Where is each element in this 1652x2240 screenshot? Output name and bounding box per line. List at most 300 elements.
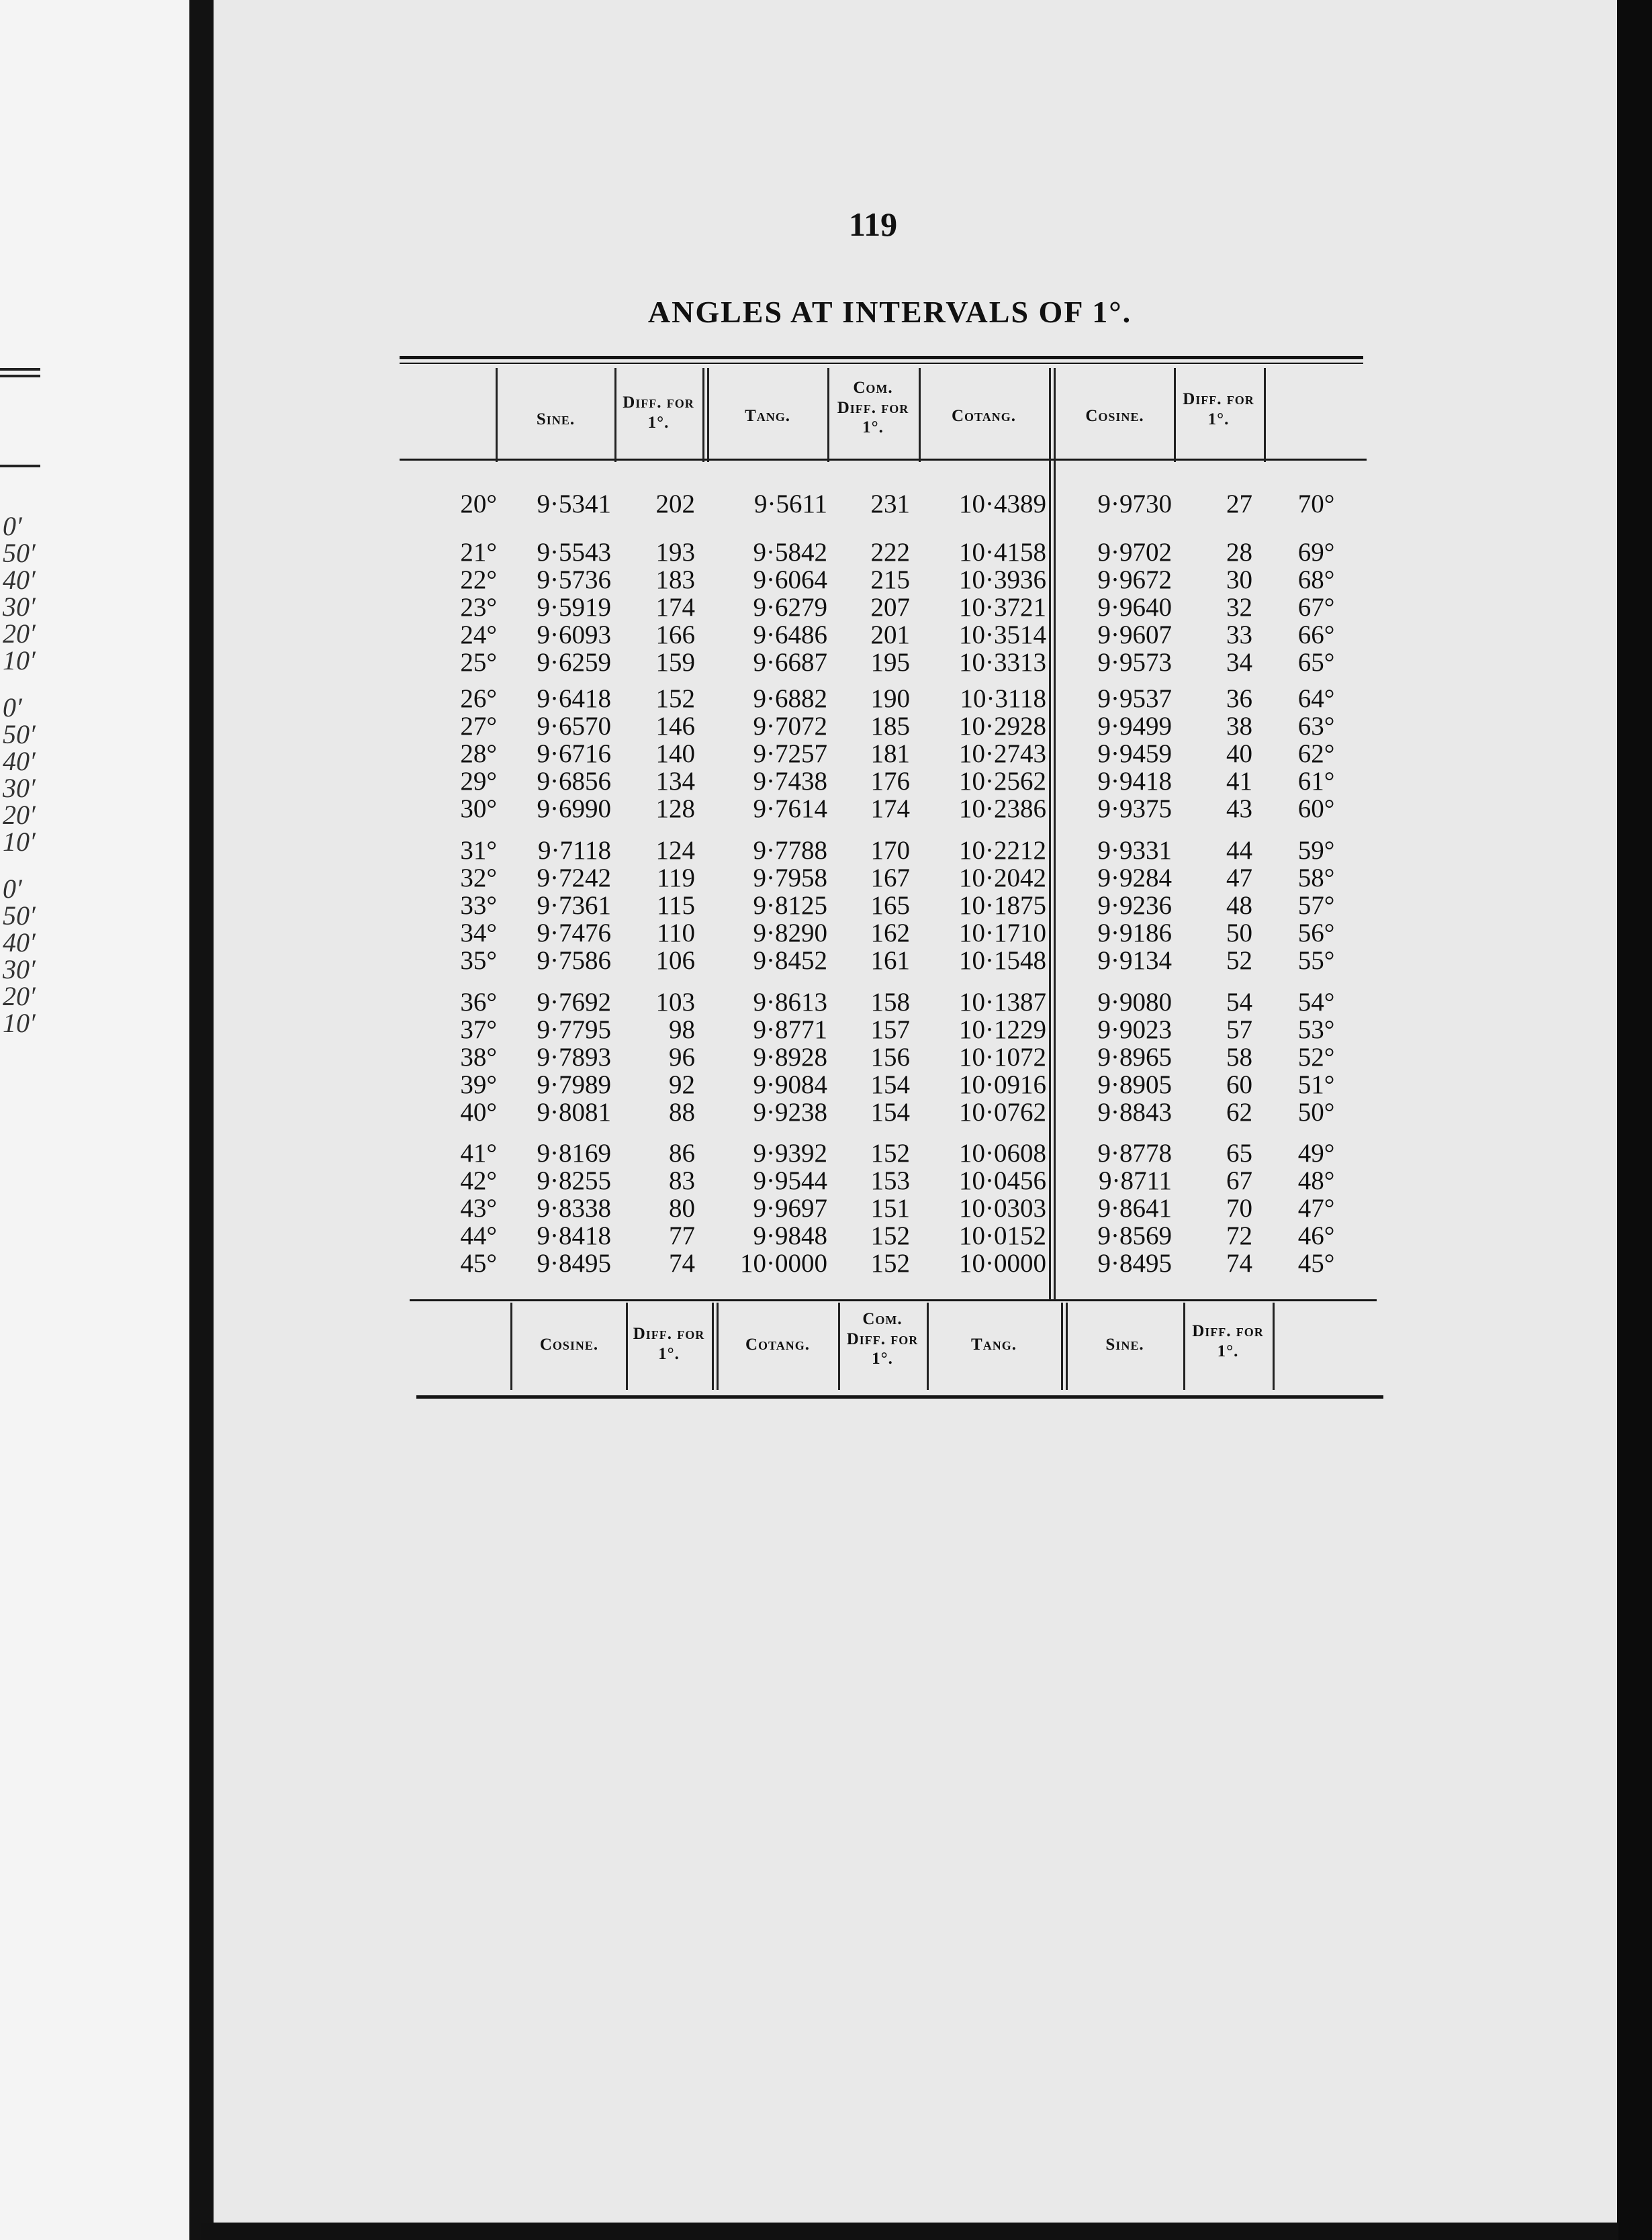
cell-cosine: 9·9672	[1097, 565, 1172, 594]
cell-diff-cosine: 74	[1226, 1249, 1252, 1278]
cell-sine: 9·5919	[537, 593, 611, 622]
cell-com-diff: 201	[870, 620, 910, 649]
cell-diff-sine: 174	[655, 593, 695, 622]
cell-angle-left: 30°	[460, 794, 497, 823]
cell-sine: 9·7989	[537, 1070, 611, 1099]
cell-cotang: 10·4158	[959, 538, 1046, 567]
cell-diff-sine: 119	[656, 864, 695, 892]
cell-diff-cosine: 36	[1226, 684, 1252, 713]
cell-cosine: 9·8843	[1097, 1098, 1172, 1127]
cell-sine: 9·5341	[537, 489, 611, 518]
table-title: ANGLES AT INTERVALS OF 1°.	[647, 295, 1132, 329]
cell-cotang: 10·3313	[959, 648, 1046, 677]
cell-com-diff: 152	[870, 1249, 910, 1278]
cell-angle-right: 45°	[1297, 1249, 1335, 1278]
cell-diff-sine: 159	[655, 648, 695, 677]
column-rule	[510, 1303, 512, 1390]
cell-diff-cosine: 44	[1226, 836, 1252, 865]
cell-tang: 9·7614	[753, 794, 827, 823]
cell-com-diff: 185	[870, 712, 910, 741]
cell-angle-left: 32°	[460, 864, 497, 892]
cell-com-diff: 157	[870, 1015, 910, 1044]
cell-sine: 9·7586	[537, 946, 611, 975]
cell-cosine: 9·8778	[1097, 1139, 1172, 1168]
header-diff-sine: Diff. for 1°.	[623, 393, 694, 432]
cell-angle-left: 33°	[460, 891, 497, 920]
table-divider	[1049, 461, 1051, 1300]
cell-com-diff: 181	[870, 739, 910, 768]
cell-sine: 9·7692	[537, 988, 611, 1017]
header-cotang: Cotang.	[952, 407, 1016, 425]
cell-com-diff: 158	[870, 988, 910, 1017]
cell-tang: 9·8452	[753, 946, 827, 975]
column-rule	[707, 368, 709, 462]
cell-com-diff: 152	[870, 1221, 910, 1250]
cell-angle-right: 61°	[1297, 767, 1335, 796]
cell-angle-left: 42°	[460, 1166, 497, 1195]
footer-cotang: Cotang.	[745, 1336, 810, 1354]
cell-tang: 9·8125	[753, 891, 827, 920]
cell-sine: 9·8338	[537, 1194, 611, 1223]
cell-sine: 9·8255	[537, 1166, 611, 1195]
cell-tang: 9·6687	[753, 648, 827, 677]
cell-sine: 9·8081	[537, 1098, 611, 1127]
cell-tang: 9·7438	[753, 767, 827, 796]
cell-angle-left: 43°	[460, 1194, 497, 1223]
cell-angle-left: 44°	[460, 1221, 497, 1250]
cell-diff-sine: 103	[655, 988, 695, 1017]
cell-angle-left: 26°	[460, 684, 497, 713]
table-divider	[1054, 461, 1056, 1300]
cell-diff-cosine: 30	[1226, 565, 1252, 594]
cell-angle-right: 56°	[1297, 919, 1335, 947]
cell-sine: 9·8418	[537, 1221, 611, 1250]
table-bottom-rule	[410, 1299, 1377, 1301]
cell-cosine: 9·8965	[1097, 1043, 1172, 1072]
cell-diff-cosine: 67	[1226, 1166, 1252, 1195]
cell-sine: 9·7795	[537, 1015, 611, 1044]
cell-cotang: 10·2743	[959, 739, 1046, 768]
cell-cotang: 10·2042	[959, 864, 1046, 892]
margin-mark: 10′	[3, 1008, 36, 1038]
cell-angle-left: 36°	[460, 988, 497, 1017]
cell-cotang: 10·3936	[959, 565, 1046, 594]
cell-diff-sine: 140	[655, 739, 695, 768]
cell-angle-left: 24°	[460, 620, 497, 649]
cell-angle-left: 45°	[460, 1249, 497, 1278]
margin-mark: 30′	[3, 954, 36, 984]
footer-diff-cosine: Diff. for 1°.	[633, 1325, 705, 1363]
cell-angle-right: 68°	[1297, 565, 1335, 594]
cell-cotang: 10·2212	[959, 836, 1046, 865]
cell-diff-cosine: 60	[1226, 1070, 1252, 1099]
cell-com-diff: 167	[870, 864, 910, 892]
cell-tang: 9·9238	[753, 1098, 827, 1127]
footer-tang: Tang.	[971, 1336, 1017, 1354]
column-rule	[717, 1303, 719, 1390]
cell-tang: 9·9392	[753, 1139, 827, 1168]
cell-angle-left: 22°	[460, 565, 497, 594]
cell-angle-right: 46°	[1297, 1221, 1335, 1250]
cell-com-diff: 154	[870, 1098, 910, 1127]
cell-cosine: 9·9375	[1097, 794, 1172, 823]
cell-diff-sine: 110	[656, 919, 695, 947]
cell-cotang: 10·1387	[959, 988, 1046, 1017]
cell-tang: 9·6279	[753, 593, 827, 622]
cell-cosine: 9·8569	[1097, 1221, 1172, 1250]
cell-tang: 9·7788	[753, 836, 827, 865]
cell-angle-right: 54°	[1297, 988, 1335, 1017]
cell-diff-sine: 128	[655, 794, 695, 823]
cell-diff-cosine: 50	[1226, 919, 1252, 947]
margin-mark: 20′	[3, 981, 36, 1011]
cell-angle-right: 53°	[1297, 1015, 1335, 1044]
cell-cosine: 9·9186	[1097, 919, 1172, 947]
cell-tang: 9·7257	[753, 739, 827, 768]
cell-sine: 9·6570	[537, 712, 611, 741]
margin-mark: 30′	[3, 773, 36, 803]
cell-cosine: 9·9284	[1097, 864, 1172, 892]
book-spine	[189, 0, 214, 2240]
cell-sine: 9·7118	[537, 836, 611, 865]
cell-cotang: 10·1710	[959, 919, 1046, 947]
column-rule	[712, 1303, 714, 1390]
cell-com-diff: 190	[870, 684, 910, 713]
cell-cotang: 10·4389	[959, 489, 1046, 518]
cell-tang: 9·8613	[753, 988, 827, 1017]
cell-com-diff: 154	[870, 1070, 910, 1099]
cell-angle-right: 70°	[1297, 489, 1335, 518]
cell-angle-left: 38°	[460, 1043, 497, 1072]
cell-com-diff: 207	[870, 593, 910, 622]
facing-page-rule	[0, 375, 40, 377]
cell-diff-cosine: 40	[1226, 739, 1252, 768]
margin-mark: 40′	[3, 565, 36, 595]
cell-sine: 9·5736	[537, 565, 611, 594]
header-tang: Tang.	[745, 407, 790, 425]
cell-angle-right: 59°	[1297, 836, 1335, 865]
cell-cosine: 9·9640	[1097, 593, 1172, 622]
cell-angle-left: 20°	[460, 489, 497, 518]
cell-angle-right: 50°	[1297, 1098, 1335, 1127]
cell-angle-left: 23°	[460, 593, 497, 622]
cell-diff-cosine: 33	[1226, 620, 1252, 649]
cell-diff-cosine: 70	[1226, 1194, 1252, 1223]
column-rule	[1066, 1303, 1068, 1390]
cell-angle-left: 41°	[460, 1139, 497, 1168]
cell-com-diff: 170	[870, 836, 910, 865]
cell-cotang: 10·1548	[959, 946, 1046, 975]
cell-diff-sine: 106	[655, 946, 695, 975]
margin-mark: 0′	[3, 874, 22, 904]
cell-cotang: 10·0456	[959, 1166, 1046, 1195]
cell-cosine: 9·8641	[1097, 1194, 1172, 1223]
header-cosine: Cosine.	[1085, 407, 1144, 425]
cell-cosine: 9·9023	[1097, 1015, 1172, 1044]
table-top-rule-thin	[400, 363, 1363, 364]
cell-cosine: 9·9459	[1097, 739, 1172, 768]
cell-cosine: 9·9573	[1097, 648, 1172, 677]
cell-diff-sine: 80	[669, 1194, 695, 1223]
cell-diff-sine: 124	[655, 836, 695, 865]
cell-tang: 9·9848	[753, 1221, 827, 1250]
cell-angle-right: 55°	[1297, 946, 1335, 975]
cell-com-diff: 151	[870, 1194, 910, 1223]
cell-angle-left: 37°	[460, 1015, 497, 1044]
cell-tang: 9·9697	[753, 1194, 827, 1223]
column-rule	[1049, 368, 1051, 462]
column-rule	[927, 1303, 929, 1390]
cell-cotang: 10·0000	[959, 1249, 1046, 1278]
cell-cotang: 10·1229	[959, 1015, 1046, 1044]
cell-diff-sine: 183	[655, 565, 695, 594]
cell-tang: 9·8771	[753, 1015, 827, 1044]
column-rule	[702, 368, 704, 462]
header-com-diff: Com. Diff. for 1°.	[837, 379, 909, 436]
cell-cotang: 10·1875	[959, 891, 1046, 920]
column-rule	[1183, 1303, 1185, 1390]
cell-cotang: 10·3118	[960, 684, 1046, 713]
column-rule	[1264, 368, 1266, 462]
margin-mark: 30′	[3, 592, 36, 622]
cell-com-diff: 161	[870, 946, 910, 975]
cell-tang: 9·8928	[753, 1043, 827, 1072]
cell-sine: 9·8169	[537, 1139, 611, 1168]
cell-com-diff: 152	[870, 1139, 910, 1168]
facing-page-rule	[0, 368, 40, 371]
cell-cosine: 9·8905	[1097, 1070, 1172, 1099]
cell-angle-right: 67°	[1297, 593, 1335, 622]
cell-diff-sine: 92	[669, 1070, 695, 1099]
page-number: 119	[848, 205, 898, 243]
cell-diff-sine: 96	[669, 1043, 695, 1072]
facing-page-margin-marks	[0, 0, 54, 2240]
cell-diff-sine: 146	[655, 712, 695, 741]
cell-angle-left: 35°	[460, 946, 497, 975]
cell-angle-right: 63°	[1297, 712, 1335, 741]
footer-sine: Sine.	[1105, 1336, 1144, 1354]
cell-cotang: 10·2562	[959, 767, 1046, 796]
cell-tang: 9·9544	[753, 1166, 827, 1195]
cell-cotang: 10·3514	[959, 620, 1046, 649]
column-rule	[1054, 368, 1056, 462]
cell-com-diff: 162	[870, 919, 910, 947]
cell-diff-cosine: 57	[1226, 1015, 1252, 1044]
cell-cotang: 10·0303	[959, 1194, 1046, 1223]
cell-angle-right: 48°	[1297, 1166, 1335, 1195]
cell-tang: 9·5842	[753, 538, 827, 567]
cell-cosine: 9·9080	[1097, 988, 1172, 1017]
cell-angle-right: 49°	[1297, 1139, 1335, 1168]
cell-angle-right: 65°	[1297, 648, 1335, 677]
cell-com-diff: 156	[870, 1043, 910, 1072]
cell-sine: 9·7242	[537, 864, 611, 892]
cell-tang: 9·9084	[753, 1070, 827, 1099]
cell-angle-right: 47°	[1297, 1194, 1335, 1223]
margin-mark: 50′	[3, 538, 36, 568]
cell-diff-sine: 98	[669, 1015, 695, 1044]
page-bottom-rule	[416, 1395, 1383, 1399]
cell-cosine: 9·9537	[1097, 684, 1172, 713]
cell-angle-left: 40°	[460, 1098, 497, 1127]
margin-mark: 50′	[3, 900, 36, 931]
cell-diff-sine: 86	[669, 1139, 695, 1168]
cell-angle-left: 25°	[460, 648, 497, 677]
cell-sine: 9·6856	[537, 767, 611, 796]
cell-com-diff: 176	[870, 767, 910, 796]
cell-diff-cosine: 43	[1226, 794, 1252, 823]
column-rule	[838, 1303, 840, 1390]
cell-cosine: 9·8495	[1097, 1249, 1172, 1278]
cell-angle-left: 21°	[460, 538, 497, 567]
cell-tang: 10·0000	[740, 1249, 827, 1278]
cell-diff-sine: 134	[655, 767, 695, 796]
cell-cotang: 10·2386	[959, 794, 1046, 823]
cell-com-diff: 153	[870, 1166, 910, 1195]
cell-diff-cosine: 41	[1226, 767, 1252, 796]
cell-angle-right: 64°	[1297, 684, 1335, 713]
cell-tang: 9·7958	[753, 864, 827, 892]
cell-angle-right: 69°	[1297, 538, 1335, 567]
cell-diff-sine: 88	[669, 1098, 695, 1127]
facing-page-rule	[0, 465, 40, 467]
footer-cosine: Cosine.	[539, 1336, 599, 1354]
column-rule	[827, 368, 829, 462]
cell-cotang: 10·0608	[959, 1139, 1046, 1168]
column-rule	[919, 368, 921, 462]
cell-diff-cosine: 48	[1226, 891, 1252, 920]
cell-tang: 9·7072	[753, 712, 827, 741]
page-bottom-edge	[201, 2223, 1618, 2240]
cell-angle-right: 57°	[1297, 891, 1335, 920]
cell-tang: 9·6486	[753, 620, 827, 649]
cell-com-diff: 174	[870, 794, 910, 823]
cell-diff-cosine: 52	[1226, 946, 1252, 975]
cell-angle-left: 28°	[460, 739, 497, 768]
cell-cosine: 9·9499	[1097, 712, 1172, 741]
cell-sine: 9·6990	[537, 794, 611, 823]
cell-angle-left: 31°	[460, 836, 497, 865]
cell-sine: 9·7893	[537, 1043, 611, 1072]
cell-angle-right: 52°	[1297, 1043, 1335, 1072]
margin-mark: 10′	[3, 827, 36, 857]
column-rule	[1273, 1303, 1275, 1390]
cell-angle-right: 58°	[1297, 864, 1335, 892]
column-rule	[1174, 368, 1176, 462]
cell-diff-sine: 83	[669, 1166, 695, 1195]
cell-diff-cosine: 65	[1226, 1139, 1252, 1168]
cell-diff-cosine: 38	[1226, 712, 1252, 741]
cell-cosine: 9·9730	[1097, 489, 1172, 518]
margin-mark: 20′	[3, 618, 36, 649]
cell-cotang: 10·2928	[959, 712, 1046, 741]
margin-mark: 20′	[3, 800, 36, 830]
margin-mark: 50′	[3, 719, 36, 749]
header-diff-cosine: Diff. for 1°.	[1183, 390, 1254, 428]
cell-com-diff: 231	[870, 489, 910, 518]
cell-sine: 9·6259	[537, 648, 611, 677]
cell-sine: 9·7361	[537, 891, 611, 920]
cell-sine: 9·6418	[537, 684, 611, 713]
cell-angle-left: 29°	[460, 767, 497, 796]
cell-angle-right: 51°	[1297, 1070, 1335, 1099]
cell-cosine: 9·9607	[1097, 620, 1172, 649]
header-sine: Sine.	[536, 410, 576, 428]
cell-angle-right: 62°	[1297, 739, 1335, 768]
cell-com-diff: 215	[870, 565, 910, 594]
cell-tang: 9·5611	[753, 489, 827, 518]
cell-diff-sine: 115	[656, 891, 695, 920]
cell-diff-sine: 193	[655, 538, 695, 567]
cell-diff-sine: 152	[655, 684, 695, 713]
cell-cosine: 9·9236	[1097, 891, 1172, 920]
footer-diff-sine: Diff. for 1°.	[1192, 1322, 1264, 1360]
cell-com-diff: 165	[870, 891, 910, 920]
cell-cosine: 9·9134	[1097, 946, 1172, 975]
cell-com-diff: 195	[870, 648, 910, 677]
cell-angle-right: 60°	[1297, 794, 1335, 823]
cell-diff-sine: 166	[655, 620, 695, 649]
footer-com-diff: Com. Diff. for 1°.	[846, 1310, 919, 1368]
page-edge	[1617, 0, 1652, 2240]
cell-angle-left: 27°	[460, 712, 497, 741]
cell-cotang: 10·1072	[959, 1043, 1046, 1072]
cell-sine: 9·8495	[537, 1249, 611, 1278]
cell-angle-right: 66°	[1297, 620, 1335, 649]
cell-com-diff: 222	[870, 538, 910, 567]
cell-sine: 9·7476	[537, 919, 611, 947]
cell-cotang: 10·0762	[959, 1098, 1046, 1127]
table-top-rule	[400, 356, 1363, 359]
cell-cosine: 9·9331	[1097, 836, 1172, 865]
cell-diff-sine: 74	[669, 1249, 695, 1278]
cell-diff-sine: 202	[655, 489, 695, 518]
margin-mark: 0′	[3, 511, 22, 541]
cell-cosine: 9·8711	[1098, 1166, 1172, 1195]
cell-diff-cosine: 58	[1226, 1043, 1252, 1072]
cell-cotang: 10·0916	[959, 1070, 1046, 1099]
column-rule	[1061, 1303, 1063, 1390]
cell-sine: 9·6093	[537, 620, 611, 649]
cell-cotang: 10·3721	[959, 593, 1046, 622]
cell-cosine: 9·9418	[1097, 767, 1172, 796]
cell-diff-cosine: 72	[1226, 1221, 1252, 1250]
cell-diff-cosine: 27	[1226, 489, 1252, 518]
cell-tang: 9·6882	[753, 684, 827, 713]
cell-diff-cosine: 34	[1226, 648, 1252, 677]
cell-diff-cosine: 62	[1226, 1098, 1252, 1127]
cell-diff-cosine: 28	[1226, 538, 1252, 567]
margin-mark: 0′	[3, 692, 22, 722]
header-bottom-rule	[400, 459, 1367, 461]
cell-diff-cosine: 47	[1226, 864, 1252, 892]
cell-sine: 9·6716	[537, 739, 611, 768]
cell-cosine: 9·9702	[1097, 538, 1172, 567]
margin-mark: 10′	[3, 645, 36, 675]
margin-mark: 40′	[3, 746, 36, 776]
cell-tang: 9·6064	[753, 565, 827, 594]
cell-angle-left: 34°	[460, 919, 497, 947]
cell-angle-left: 39°	[460, 1070, 497, 1099]
cell-tang: 9·8290	[753, 919, 827, 947]
cell-diff-sine: 77	[669, 1221, 695, 1250]
cell-cotang: 10·0152	[959, 1221, 1046, 1250]
cell-diff-cosine: 54	[1226, 988, 1252, 1017]
cell-sine: 9·5543	[537, 538, 611, 567]
cell-diff-cosine: 32	[1226, 593, 1252, 622]
column-rule	[496, 368, 498, 462]
margin-mark: 40′	[3, 927, 36, 958]
